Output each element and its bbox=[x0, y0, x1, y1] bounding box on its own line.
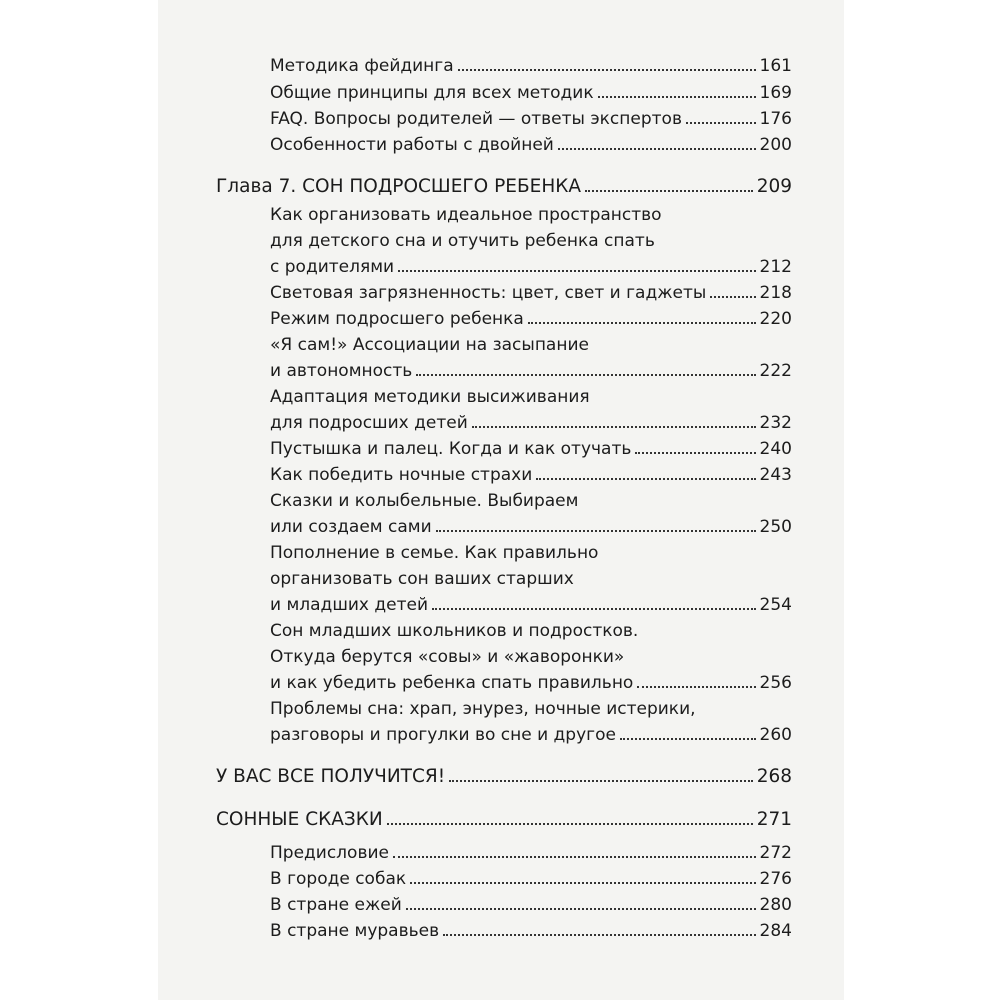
toc-page-number: 268 bbox=[756, 765, 792, 787]
toc-page-number: 271 bbox=[756, 808, 792, 830]
toc-entry-title: для подросших детей bbox=[270, 413, 468, 433]
toc-page-number: 256 bbox=[759, 673, 792, 693]
toc-entry-title-line: Сон младших школьников и подростков. bbox=[270, 621, 639, 641]
toc-entry-title: Общие принципы для всех методик bbox=[270, 83, 594, 103]
toc-page-number: 176 bbox=[759, 109, 792, 129]
toc-entry-title: Режим подросшего ребенка bbox=[270, 309, 524, 329]
toc-entry-title: Световая загрязненность: цвет, свет и гаджеты bbox=[270, 283, 707, 303]
toc-entry-title: и младших детей bbox=[270, 595, 429, 615]
toc-page-number: 169 bbox=[759, 83, 792, 103]
toc-entry-title-line: «Я сам!» Ассоциации на засыпание bbox=[270, 335, 589, 355]
dot-leader bbox=[387, 823, 753, 825]
toc-page-number: 222 bbox=[759, 361, 792, 381]
toc-entry bbox=[270, 910, 792, 940]
toc-page-number: 272 bbox=[759, 843, 792, 863]
toc-entry-title: или создаем сами bbox=[270, 517, 432, 537]
toc-page-number: 240 bbox=[759, 439, 792, 459]
chapter-title: Глава 7. СОН ПОДРОСШЕГО РЕБЕНКА bbox=[216, 175, 582, 197]
toc-entry-title-line: Адаптация методики высиживания bbox=[270, 387, 590, 407]
toc-entry-title: и как убедить ребенка спать правильно bbox=[270, 673, 634, 693]
chapter-title: У ВАС ВСЕ ПОЛУЧИТСЯ! bbox=[216, 765, 446, 787]
toc-chapter bbox=[216, 166, 792, 196]
toc-entry-title: Пустышка и палец. Когда и как отучать bbox=[270, 439, 632, 459]
toc-entry-title: с родителями bbox=[270, 257, 395, 277]
toc-entry-title-line: Проблемы сна: храп, энурез, ночные истерики, bbox=[270, 699, 696, 719]
toc-page-number: 284 bbox=[759, 921, 792, 941]
dot-leader bbox=[558, 148, 756, 150]
dot-leader bbox=[458, 69, 756, 71]
toc-entry-title: Особенности работы с двойней bbox=[270, 135, 554, 155]
dot-leader bbox=[449, 780, 753, 782]
toc-page-number: 280 bbox=[759, 895, 792, 915]
toc-entry-title: Предисловие bbox=[270, 843, 389, 863]
toc-page-number: 276 bbox=[759, 869, 792, 889]
toc-chapter bbox=[216, 756, 792, 786]
table-of-contents bbox=[216, 0, 792, 1000]
toc-entry-title-line: организовать сон ваших старших bbox=[270, 569, 574, 589]
toc-entry-title: В стране ежей bbox=[270, 895, 402, 915]
toc-page-number: 254 bbox=[759, 595, 792, 615]
toc-page-number: 220 bbox=[759, 309, 792, 329]
toc-page-number: 209 bbox=[756, 175, 792, 197]
toc-entry-title: В городе собак bbox=[270, 869, 407, 889]
toc-page-number: 161 bbox=[759, 56, 792, 76]
toc-entry-title-line: Откуда берутся «совы» и «жаворонки» bbox=[270, 647, 625, 667]
toc-entry-title: разговоры и прогулки во сне и другое bbox=[270, 725, 616, 745]
toc-entry bbox=[270, 714, 792, 744]
toc-entry bbox=[270, 45, 792, 75]
toc-chapter bbox=[216, 799, 792, 829]
toc-entry-title-line: Как организовать идеальное пространство bbox=[270, 205, 662, 225]
toc-page-number: 212 bbox=[759, 257, 792, 277]
toc-entry-title-line: Сказки и колыбельные. Выбираем bbox=[270, 491, 579, 511]
toc-page-number: 260 bbox=[759, 725, 792, 745]
toc-entry-title: и автономность bbox=[270, 361, 413, 381]
toc-entry-title: В стране муравьев bbox=[270, 921, 440, 941]
dot-leader bbox=[620, 738, 756, 740]
toc-page-number: 250 bbox=[759, 517, 792, 537]
toc-entry-title-line: для детского сна и отучить ребенка спать bbox=[270, 231, 655, 251]
chapter-title: СОННЫЕ СКАЗКИ bbox=[216, 808, 383, 830]
dot-leader bbox=[585, 190, 753, 192]
toc-page-number: 218 bbox=[759, 283, 792, 303]
toc-entry-title: Как победить ночные страхи bbox=[270, 465, 533, 485]
toc-entry-title-line: Пополнение в семье. Как правильно bbox=[270, 543, 599, 563]
toc-page-number: 200 bbox=[759, 135, 792, 155]
toc-entry bbox=[270, 124, 792, 154]
toc-page-number: 232 bbox=[759, 413, 792, 433]
toc-page-number: 243 bbox=[759, 465, 792, 485]
dot-leader bbox=[443, 934, 755, 936]
toc-entry-title: Методика фейдинга bbox=[270, 56, 454, 76]
toc-entry-title: FAQ. Вопросы родителей — ответы экспертов bbox=[270, 109, 682, 129]
